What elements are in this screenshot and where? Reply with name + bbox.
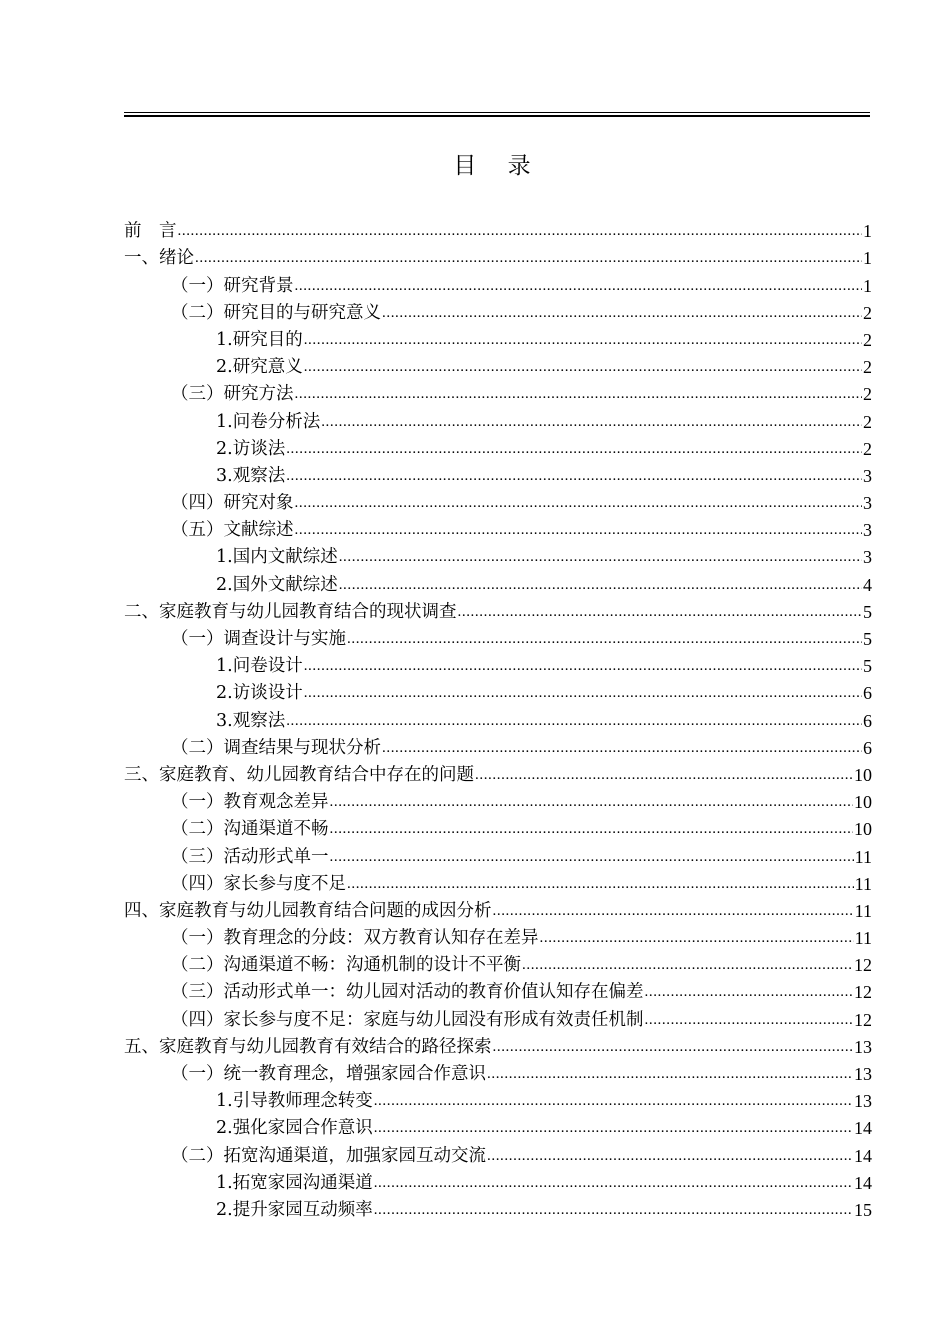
header-rule-thick <box>124 115 870 117</box>
toc-entry[interactable] <box>124 487 872 514</box>
toc-dot-leader <box>645 981 854 1003</box>
toc-page-number: 2 <box>863 329 872 350</box>
toc-page-number: 11 <box>854 928 872 949</box>
toc-entry[interactable] <box>124 895 872 922</box>
toc-dot-leader <box>347 873 854 895</box>
toc-dot-leader <box>374 1172 853 1194</box>
toc-page-number: 2 <box>863 411 872 432</box>
toc-entry[interactable] <box>124 460 872 487</box>
toc-entry-text: 1.国内文献综述 <box>216 547 338 568</box>
toc-entry-text: （四）家长参与度不足 <box>171 873 346 894</box>
toc-entry-text: （一）教育观念差异 <box>171 792 329 813</box>
toc-entry[interactable] <box>124 949 872 976</box>
toc-entry-text: 二、家庭教育与幼儿园教育结合的现状调查 <box>124 601 457 622</box>
toc-entry[interactable] <box>124 1031 872 1058</box>
toc-page-number: 11 <box>854 900 872 921</box>
toc-entry[interactable] <box>124 1058 872 1085</box>
toc-dot-leader <box>493 900 854 922</box>
toc-entry-text: 2.研究意义 <box>216 357 303 378</box>
toc-entry-text: （二）调查结果与现状分析 <box>171 737 381 758</box>
toc-page-number: 6 <box>863 737 872 758</box>
toc-page-number: 12 <box>854 982 872 1003</box>
toc-dot-leader <box>286 438 862 460</box>
toc-dot-leader <box>286 465 862 487</box>
toc-entry-text: 1.引导教师理念转变 <box>216 1091 373 1112</box>
toc-page-number: 11 <box>854 846 872 867</box>
toc-dot-leader <box>295 275 863 297</box>
toc-dot-leader <box>382 302 862 324</box>
toc-page-number: 10 <box>854 764 872 785</box>
toc-entry[interactable] <box>124 1003 872 1030</box>
toc-page-number: 5 <box>863 656 872 677</box>
toc-dot-leader <box>493 1036 854 1058</box>
toc-page-number: 1 <box>863 221 872 242</box>
toc-entry-text: 三、家庭教育、幼儿园教育结合中存在的问题 <box>124 764 474 785</box>
toc-page-number: 3 <box>863 493 872 514</box>
toc-dot-leader <box>339 574 862 596</box>
toc-page-number: 2 <box>863 302 872 323</box>
toc-entry[interactable] <box>124 215 872 242</box>
toc-dot-leader <box>475 764 853 786</box>
toc-page-number: 14 <box>854 1118 872 1139</box>
toc-entry-text: （二）研究目的与研究意义 <box>171 302 381 323</box>
toc-entry-text: 前 言 <box>124 221 177 242</box>
toc-entry-text: 四、家庭教育与幼儿园教育结合问题的成因分析 <box>124 900 492 921</box>
toc-dot-leader <box>522 954 853 976</box>
toc-page-number: 5 <box>863 601 872 622</box>
table-of-contents <box>124 215 872 1221</box>
toc-entry[interactable] <box>124 433 872 460</box>
toc-entry[interactable] <box>124 840 872 867</box>
toc-entry[interactable] <box>124 786 872 813</box>
toc-entry-text: 1.问卷分析法 <box>216 411 321 432</box>
toc-dot-leader <box>330 818 854 840</box>
toc-entry[interactable] <box>124 378 872 405</box>
toc-dot-leader <box>487 1063 853 1085</box>
toc-dot-leader <box>295 492 863 514</box>
toc-dot-leader <box>458 601 863 623</box>
toc-entry-text: 2.访谈法 <box>216 438 286 459</box>
toc-entry-text: 1.问卷设计 <box>216 656 303 677</box>
toc-entry-text: （一）调查设计与实施 <box>171 629 346 649</box>
toc-entry[interactable] <box>124 1139 872 1166</box>
toc-entry-text: （二）沟通渠道不畅：沟通机制的设计不平衡 <box>171 955 521 976</box>
toc-entry[interactable] <box>124 650 872 677</box>
toc-entry[interactable] <box>124 596 872 623</box>
toc-entry-text: （一）研究背景 <box>171 275 294 296</box>
toc-dot-leader <box>304 329 862 351</box>
toc-entry[interactable] <box>124 324 872 351</box>
toc-entry[interactable] <box>124 1085 872 1112</box>
toc-page-number: 12 <box>854 1009 872 1030</box>
toc-entry-text: （二）拓宽沟通渠道，加强家园互动交流 <box>171 1145 486 1166</box>
toc-entry-text: （三）活动形式单一：幼儿园对活动的教育价值认知存在偏差 <box>171 982 644 1003</box>
toc-page-number: 1 <box>863 275 872 296</box>
toc-entry-text: （一）统一教育理念，增强家园合作意识 <box>171 1064 486 1084</box>
toc-dot-leader <box>295 383 863 405</box>
toc-entry[interactable] <box>124 976 872 1003</box>
toc-entry-text: （三）研究方法 <box>171 384 294 405</box>
toc-page-number: 14 <box>854 1145 872 1166</box>
toc-page-number: 4 <box>863 574 872 595</box>
toc-page-number: 13 <box>854 1036 872 1057</box>
toc-page-number: 3 <box>863 465 872 486</box>
toc-dot-leader <box>540 927 854 949</box>
toc-entry-text: （三）活动形式单一 <box>171 846 329 867</box>
toc-entry-text: （五）文献综述 <box>171 520 294 541</box>
toc-page-number: 3 <box>863 547 872 568</box>
toc-page-number: 3 <box>863 520 872 541</box>
toc-page-number: 5 <box>863 629 872 649</box>
toc-entry-text: 2.强化家园合作意识 <box>216 1118 373 1139</box>
toc-page-number: 10 <box>854 819 872 840</box>
toc-page-number: 2 <box>863 357 872 378</box>
toc-entry[interactable] <box>124 922 872 949</box>
toc-entry-text: 2.提升家园互动频率 <box>216 1199 373 1220</box>
toc-entry[interactable] <box>124 868 872 895</box>
toc-page-number: 1 <box>863 248 872 269</box>
toc-entry-text: 1.拓宽家园沟通渠道 <box>216 1172 373 1193</box>
toc-page-number: 15 <box>854 1199 872 1220</box>
toc-entry-text: 1.研究目的 <box>216 329 303 350</box>
toc-page-number: 14 <box>854 1172 872 1193</box>
toc-dot-leader <box>382 737 862 759</box>
toc-entry-text: （一）教育理念的分歧：双方教育认知存在差异 <box>171 928 539 949</box>
toc-entry[interactable] <box>124 759 872 786</box>
toc-entry-text: 3.观察法 <box>216 465 286 486</box>
toc-page-number: 12 <box>854 955 872 976</box>
toc-entry[interactable] <box>124 405 872 432</box>
toc-entry[interactable] <box>124 269 872 296</box>
toc-dot-leader <box>374 1199 853 1221</box>
toc-page-number: 2 <box>863 438 872 459</box>
toc-dot-leader <box>195 247 862 269</box>
toc-dot-leader <box>339 546 862 568</box>
toc-entry[interactable] <box>124 677 872 704</box>
toc-dot-leader <box>330 791 854 813</box>
toc-entry[interactable] <box>124 541 872 568</box>
toc-entry-text: 2.国外文献综述 <box>216 574 338 595</box>
toc-entry[interactable] <box>124 813 872 840</box>
toc-page-number: 2 <box>863 384 872 405</box>
toc-page-number: 10 <box>854 792 872 813</box>
toc-entry-text: 一、绪论 <box>124 248 194 269</box>
toc-dot-leader <box>487 1145 853 1167</box>
toc-entry-text: 3.观察法 <box>216 710 286 731</box>
toc-entry[interactable] <box>124 297 872 324</box>
header-rule-thin <box>124 112 870 113</box>
toc-entry[interactable] <box>124 704 872 731</box>
toc-dot-leader <box>321 411 862 433</box>
toc-dot-leader <box>374 1117 853 1139</box>
toc-dot-leader <box>374 1090 853 1112</box>
toc-entry-text: （四）研究对象 <box>171 493 294 514</box>
toc-entry[interactable] <box>124 623 872 650</box>
toc-entry[interactable] <box>124 351 872 378</box>
toc-dot-leader <box>295 519 863 541</box>
toc-entry-text: （二）沟通渠道不畅 <box>171 819 329 840</box>
toc-dot-leader <box>347 628 862 650</box>
toc-dot-leader <box>304 655 862 677</box>
toc-entry[interactable] <box>124 568 872 595</box>
toc-page-number: 13 <box>854 1091 872 1112</box>
toc-dot-leader <box>304 682 862 704</box>
toc-dot-leader <box>645 1009 854 1031</box>
toc-entry-text: 2.访谈设计 <box>216 683 303 704</box>
toc-entry[interactable] <box>124 242 872 269</box>
toc-entry[interactable] <box>124 1112 872 1139</box>
toc-entry[interactable] <box>124 732 872 759</box>
toc-entry[interactable] <box>124 514 872 541</box>
toc-dot-leader <box>330 846 854 868</box>
toc-page-number: 6 <box>863 683 872 704</box>
toc-entry[interactable] <box>124 1167 872 1194</box>
toc-entry[interactable] <box>124 1194 872 1221</box>
toc-page-number: 13 <box>854 1064 872 1084</box>
toc-page-number: 6 <box>863 710 872 731</box>
toc-dot-leader <box>304 356 862 378</box>
toc-page-number: 11 <box>854 873 872 894</box>
toc-entry-text: （四）家长参与度不足：家庭与幼儿园没有形成有效责任机制 <box>171 1009 644 1030</box>
toc-entry-text: 五、家庭教育与幼儿园教育有效结合的路径探索 <box>124 1036 492 1057</box>
toc-title: 目 录 <box>453 153 543 179</box>
toc-dot-leader <box>286 710 862 732</box>
toc-dot-leader <box>178 220 863 242</box>
